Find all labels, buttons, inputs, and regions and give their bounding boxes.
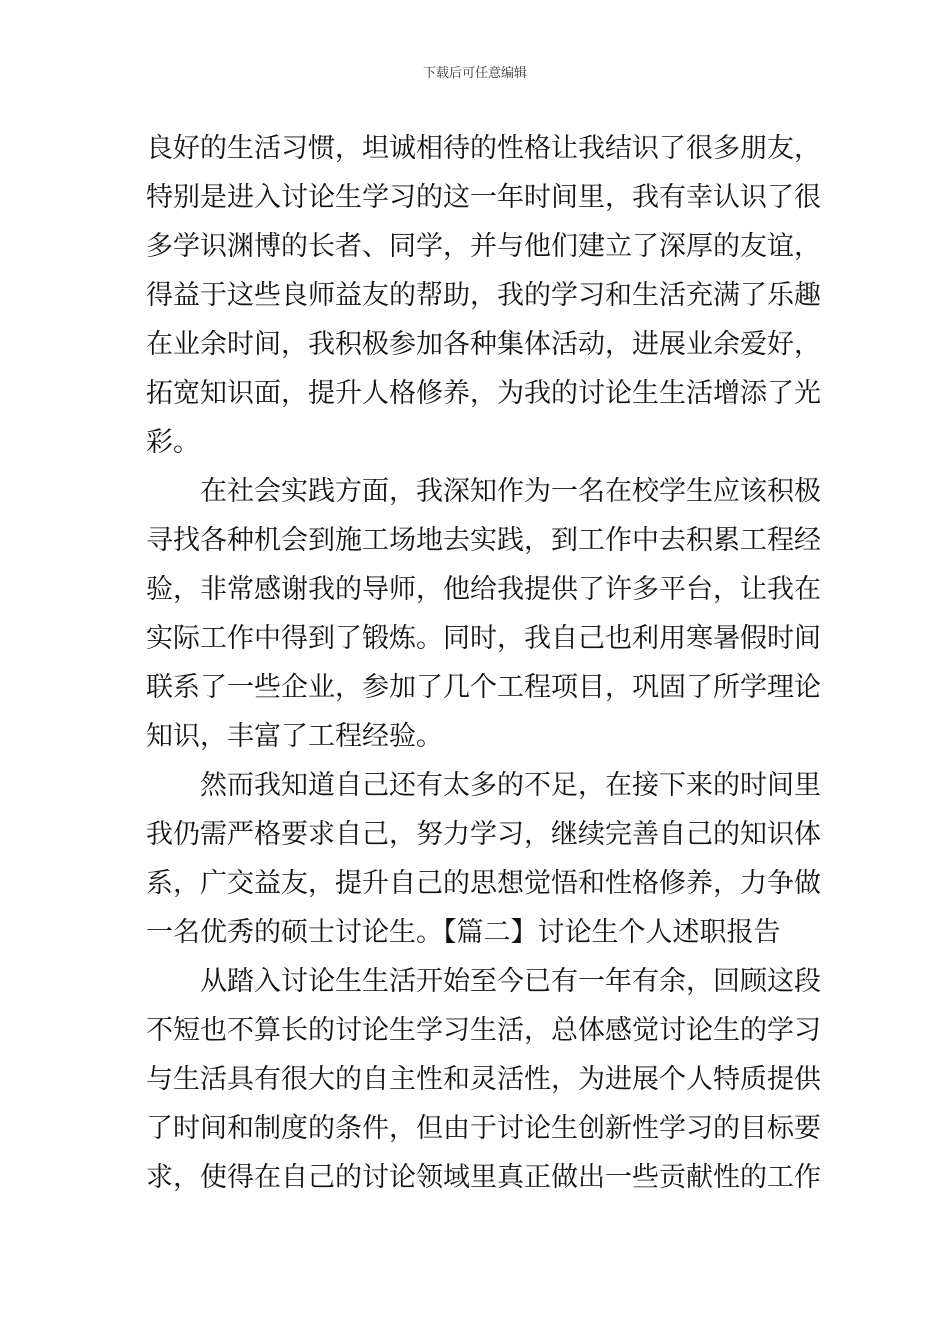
document-body: [146, 124, 821, 1202]
text-line: 一名优秀的硕士讨论生。【篇二】讨论生个人述职报告: [146, 917, 781, 948]
text-line: 联系了一些企业，参加了几个工程项目，巩固了所学理论: [146, 672, 821, 703]
text-line: 得益于这些良师益友的帮助，我的学习和生活充满了乐趣: [146, 280, 821, 311]
text-line: 良好的生活习惯，坦诚相待的性格让我结识了很多朋友，: [146, 133, 821, 164]
paragraph-start-line: 在社会实践方面，我深知作为一名在校学生应该积极: [200, 476, 821, 507]
text-line: 实际工作中得到了锻炼。同时，我自己也利用寒暑假时间: [146, 623, 821, 654]
text-line: 寻找各种机会到施工场地去实践，到工作中去积累工程经: [146, 525, 821, 556]
text-line: 我仍需严格要求自己，努力学习，继续完善自己的知识体: [146, 819, 821, 850]
text-line: 求，使得在自己的讨论领域里真正做出一些贡献性的工作: [146, 1162, 821, 1193]
text-line: 彩。: [146, 427, 200, 458]
text-line: 知识，丰富了工程经验。: [146, 721, 443, 752]
text-line: 不短也不算长的讨论生学习生活，总体感觉讨论生的学习: [146, 1015, 821, 1046]
text-line: 特别是进入讨论生学习的这一年时间里，我有幸认识了很: [146, 182, 821, 213]
paragraph-start-line: 从踏入讨论生生活开始至今已有一年有余，回顾这段: [200, 966, 821, 997]
text-line: 拓宽知识面，提升人格修养，为我的讨论生生活增添了光: [146, 378, 821, 409]
text-line: 多学识渊博的长者、同学，并与他们建立了深厚的友谊，: [146, 231, 821, 262]
text-line: 了时间和制度的条件，但由于讨论生创新性学习的目标要: [146, 1113, 821, 1144]
page-header: 下载后可任意编辑: [422, 66, 527, 81]
paragraph-start-line: 然而我知道自己还有太多的不足，在接下来的时间里: [200, 770, 821, 801]
text-line: 验，非常感谢我的导师，他给我提供了许多平台，让我在: [146, 574, 821, 605]
text-line: 系，广交益友，提升自己的思想觉悟和性格修养，力争做: [146, 868, 821, 899]
text-line: 与生活具有很大的自主性和灵活性，为进展个人特质提供: [146, 1064, 821, 1095]
text-line: 在业余时间，我积极参加各种集体活动，进展业余爱好，: [146, 329, 821, 360]
